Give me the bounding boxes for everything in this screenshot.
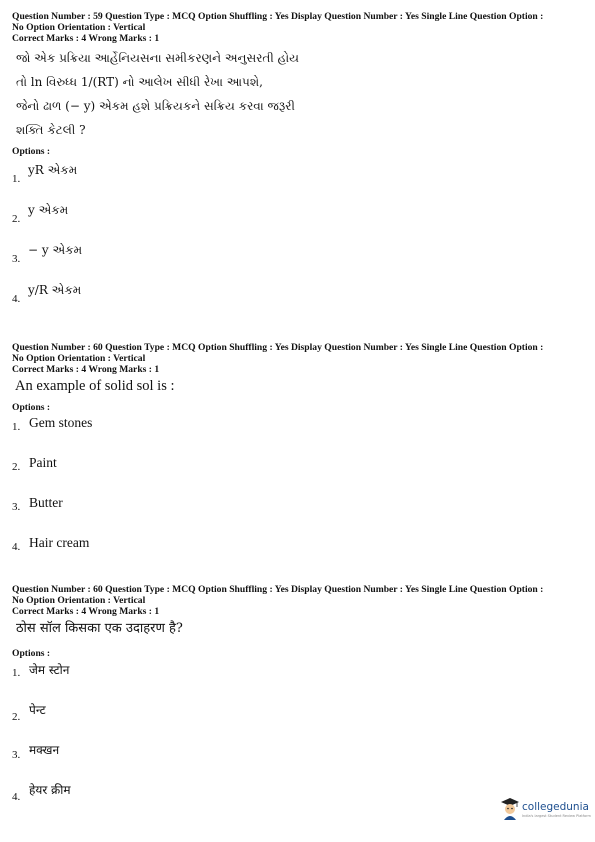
option-number: 1. (12, 421, 21, 433)
option-text: yR એકમ (28, 163, 78, 177)
question-line: જો એક પ્રક્રિયા આર્હેનિયસના સમીકરણને અનુસરતી હોય (16, 51, 299, 65)
question-text: ठोस सॉल किसका एक उदाहरण है? (16, 621, 183, 636)
option-1[interactable] (12, 661, 584, 701)
question-line: શક્તિ કેટલી ? (16, 123, 86, 137)
option-text: − y એકમ (28, 243, 83, 257)
options-list (12, 415, 584, 575)
option-3[interactable] (12, 741, 584, 781)
question-60-english (12, 343, 584, 575)
header-line-2: No Option Orientation : Vertical (12, 352, 146, 364)
question-header (12, 585, 584, 606)
options-list (12, 163, 584, 323)
option-text: पेन्ट (29, 703, 46, 717)
option-text: Paint (29, 455, 57, 470)
options-label: Options : (12, 146, 51, 157)
header-line-1: Question Number : 60 Question Type : MCQ Option Shuffling : Yes Display Question Number : Yes Single Line Question Option : (12, 342, 544, 353)
option-4[interactable] (12, 283, 584, 323)
header-line-1: Question Number : 59 Question Type : MCQ Option Shuffling : Yes Display Question Number : Yes Single Line Question Option : (12, 11, 544, 22)
option-2[interactable] (12, 701, 584, 741)
option-number: 1. (12, 667, 21, 679)
option-text: Butter (29, 495, 63, 510)
option-3[interactable] (12, 243, 584, 283)
option-text: y/R એકમ (28, 283, 82, 297)
question-line: તો ln વિરુધ્ધ 1/(RT) નો આલેખ સીધી રેખા આપશે, (16, 75, 263, 89)
option-number: 4. (12, 293, 21, 305)
options-list (12, 661, 584, 821)
option-3[interactable] (12, 495, 584, 535)
option-number: 2. (12, 213, 21, 225)
question-59 (12, 12, 584, 323)
option-number: 2. (12, 461, 21, 473)
option-number: 1. (12, 173, 21, 185)
collegedunia-logo (500, 797, 592, 825)
option-text: मक्खन (29, 743, 60, 757)
question-text: An example of solid sol is : (15, 378, 175, 394)
question-text (16, 46, 584, 142)
option-1[interactable] (12, 163, 584, 203)
graduate-mascot-icon (500, 797, 520, 821)
option-number: 2. (12, 711, 21, 723)
option-4[interactable] (12, 535, 584, 575)
option-number: 3. (12, 501, 21, 513)
option-text: Gem stones (29, 415, 93, 430)
logo-wordmark: collegedunia (522, 801, 589, 813)
question-line: જેનો ઢાળ (− y) એકમ હશે પ્રક્રિયકને સક્રિય કરવા જરૂરી (16, 99, 295, 113)
option-number: 3. (12, 253, 21, 265)
options-label: Options : (12, 648, 51, 659)
option-text: Hair cream (29, 535, 90, 550)
option-2[interactable] (12, 203, 584, 243)
option-text: y એકમ (28, 203, 69, 217)
header-line-1: Question Number : 60 Question Type : MCQ Option Shuffling : Yes Display Question Number : Yes Single Line Question Option : (12, 584, 544, 595)
option-text: जेम स्टोन (29, 663, 70, 677)
header-line-2: No Option Orientation : Vertical (12, 21, 146, 33)
option-1[interactable] (12, 415, 584, 455)
options-label: Options : (12, 402, 51, 413)
option-4[interactable] (12, 781, 584, 821)
option-number: 3. (12, 749, 21, 761)
question-header (12, 12, 584, 33)
header-line-2: No Option Orientation : Vertical (12, 594, 146, 606)
question-60-hindi (12, 585, 584, 821)
marks-line: Correct Marks : 4 Wrong Marks : 1 (12, 606, 160, 617)
marks-line: Correct Marks : 4 Wrong Marks : 1 (12, 364, 160, 375)
marks-line: Correct Marks : 4 Wrong Marks : 1 (12, 33, 160, 44)
option-text: हेयर क्रीम (29, 783, 71, 797)
option-number: 4. (12, 791, 21, 803)
logo-tagline: India's largest Student Review Platform (522, 814, 591, 818)
option-2[interactable] (12, 455, 584, 495)
option-number: 4. (12, 541, 21, 553)
question-header (12, 343, 584, 364)
